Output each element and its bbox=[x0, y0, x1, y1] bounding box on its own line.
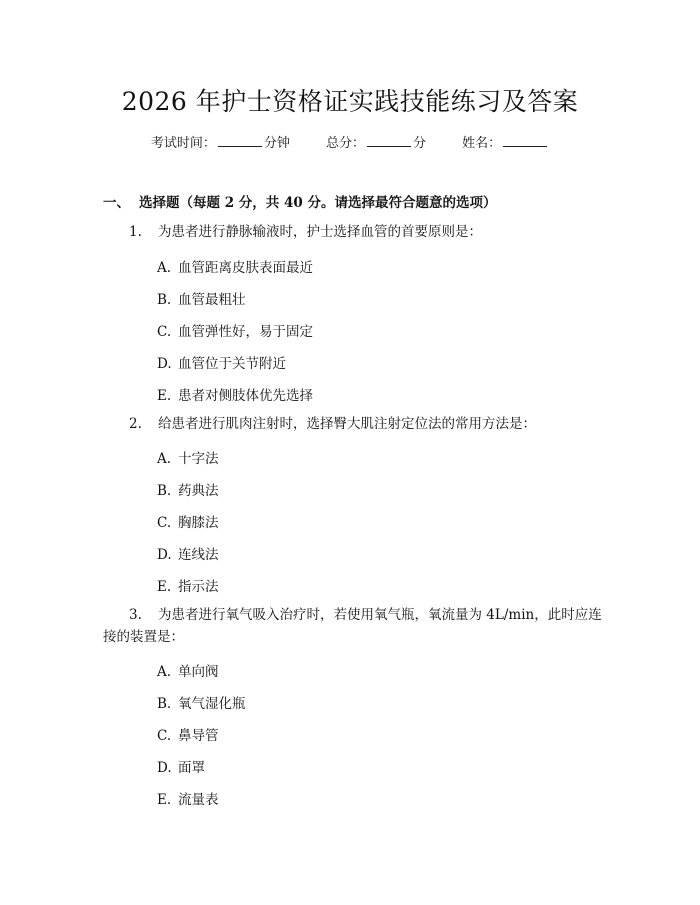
option-text: 血管距离皮肤表面最近 bbox=[178, 260, 313, 276]
name-blank[interactable] bbox=[503, 134, 547, 147]
exam-info-line bbox=[0, 132, 700, 151]
option-letter: B. bbox=[157, 292, 172, 308]
option-1a[interactable] bbox=[157, 256, 313, 276]
option-letter: C. bbox=[157, 728, 172, 744]
question-number: 1. bbox=[129, 224, 142, 240]
question-text: 为患者进行静脉输液时，护士选择血管的首要原则是： bbox=[158, 224, 482, 240]
option-letter: A. bbox=[157, 260, 172, 276]
question-number: 3. bbox=[129, 607, 142, 623]
option-text: 单向阀 bbox=[178, 664, 219, 680]
option-text: 氧气湿化瓶 bbox=[178, 696, 246, 712]
total-score-unit: 分 bbox=[413, 136, 427, 151]
option-letter: B. bbox=[157, 696, 172, 712]
question-text: 给患者进行肌肉注射时，选择臀大肌注射定位法的常用方法是： bbox=[158, 416, 536, 432]
option-2b[interactable] bbox=[157, 479, 219, 499]
option-text: 血管弹性好，易于固定 bbox=[178, 324, 313, 340]
exam-time-field bbox=[151, 132, 290, 151]
section-title: 选择题（每题 2 分，共 40 分。请选择最符合题意的选项） bbox=[139, 195, 497, 211]
option-letter: A. bbox=[157, 664, 172, 680]
option-text: 药典法 bbox=[178, 483, 219, 499]
option-3b[interactable] bbox=[157, 692, 246, 712]
option-text: 鼻导管 bbox=[178, 728, 219, 744]
option-letter: D. bbox=[157, 547, 172, 563]
option-letter: C. bbox=[157, 515, 172, 531]
option-letter: D. bbox=[157, 760, 172, 776]
option-3d[interactable] bbox=[157, 756, 205, 776]
option-3e[interactable] bbox=[157, 788, 219, 808]
option-text: 指示法 bbox=[178, 579, 219, 595]
total-score-label: 总分： bbox=[325, 136, 365, 151]
option-2a[interactable] bbox=[157, 447, 219, 467]
option-letter: D. bbox=[157, 356, 172, 372]
total-score-field bbox=[326, 132, 426, 151]
section-heading bbox=[103, 191, 496, 211]
option-2c[interactable] bbox=[157, 511, 219, 531]
exam-time-unit: 分钟 bbox=[263, 136, 290, 151]
option-letter: E. bbox=[157, 388, 172, 404]
option-text: 患者对侧肢体优先选择 bbox=[178, 388, 313, 404]
section-number: 一、 bbox=[103, 195, 130, 211]
document-title: 2026 年护士资格证实践技能练习及答案 bbox=[121, 87, 579, 116]
option-letter: E. bbox=[157, 792, 172, 808]
question-2 bbox=[129, 413, 536, 435]
question-3 bbox=[103, 604, 603, 648]
total-score-blank[interactable] bbox=[367, 134, 411, 147]
option-text: 胸膝法 bbox=[178, 515, 219, 531]
option-text: 连线法 bbox=[178, 547, 219, 563]
name-label: 姓名： bbox=[462, 136, 502, 151]
option-text: 血管位于关节附近 bbox=[178, 356, 286, 372]
exam-time-blank[interactable] bbox=[218, 134, 262, 147]
name-field bbox=[462, 132, 549, 151]
option-3c[interactable] bbox=[157, 724, 219, 744]
option-2e[interactable] bbox=[157, 575, 219, 595]
option-3a[interactable] bbox=[157, 660, 219, 680]
exam-time-label: 考试时间： bbox=[150, 136, 216, 151]
option-text: 流量表 bbox=[178, 792, 219, 808]
option-letter: C. bbox=[157, 324, 172, 340]
option-1e[interactable] bbox=[157, 384, 313, 404]
option-letter: B. bbox=[157, 483, 172, 499]
question-text: 为患者进行氧气吸入治疗时，若使用氧气瓶，氧流量为 4L/min，此时应连接的装置是： bbox=[103, 607, 602, 645]
option-2d[interactable] bbox=[157, 543, 219, 563]
option-text: 血管最粗壮 bbox=[178, 292, 246, 308]
option-text: 面罩 bbox=[178, 760, 205, 776]
option-1c[interactable] bbox=[157, 320, 313, 340]
option-1b[interactable] bbox=[157, 288, 246, 308]
option-1d[interactable] bbox=[157, 352, 286, 372]
question-1 bbox=[129, 221, 482, 243]
option-letter: E. bbox=[157, 579, 172, 595]
option-text: 十字法 bbox=[178, 451, 219, 467]
question-number: 2. bbox=[129, 416, 142, 432]
option-letter: A. bbox=[157, 451, 172, 467]
